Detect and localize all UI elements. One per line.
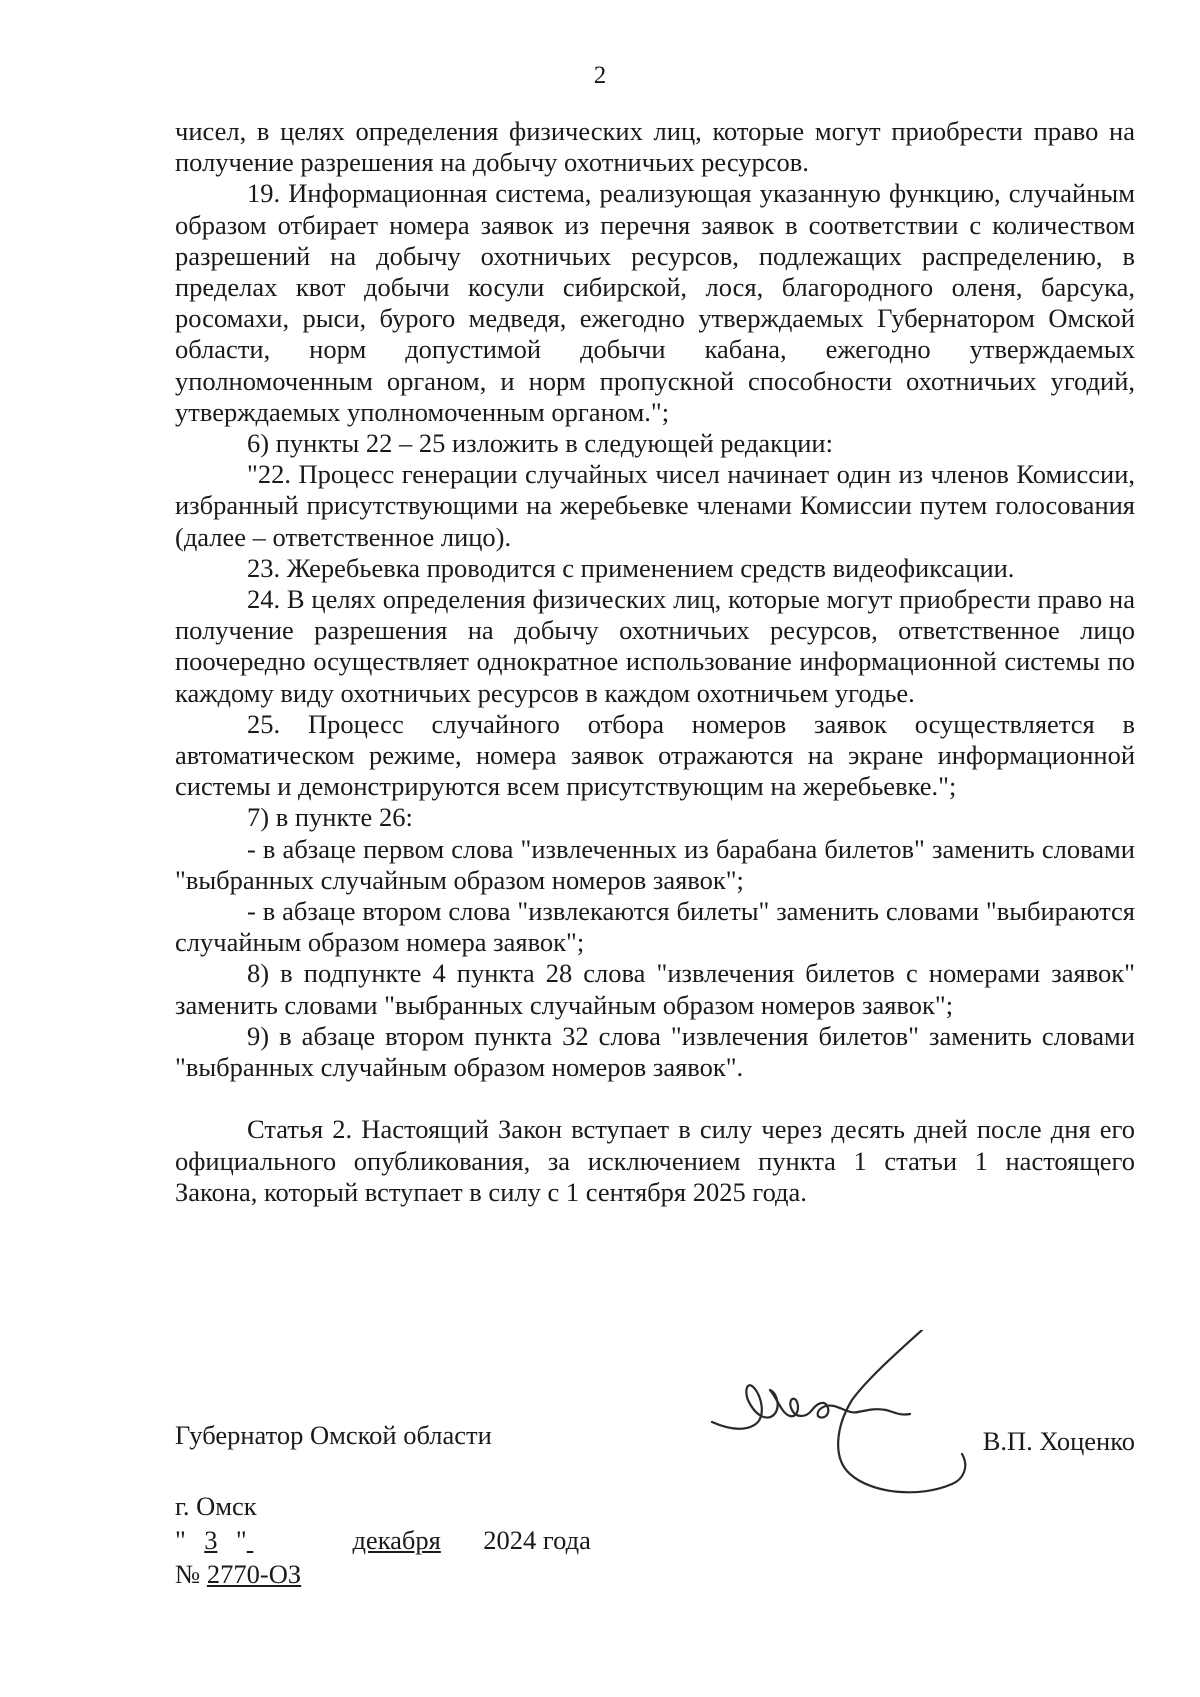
paragraph-item-25: 25. Процесс случайного отбора номеров заявок осуществляется в автоматическом режиме, номера заявок отражаются на экране информационной системы и демонстрируются всем присутствующим на жеребьевке."; <box>175 708 1135 802</box>
date-day-gap <box>247 1523 317 1557</box>
paragraph-amendment-7: 7) в пункте 26: <box>247 802 413 833</box>
date-month: декабря <box>352 1525 441 1555</box>
page-number: 2 <box>593 62 607 89</box>
date-day: 3 <box>204 1525 218 1555</box>
paragraph-amendment-8: 8) в подпункте 4 пункта 28 слова "извлечения билетов с номерами заявок" заменить словами "выбранных случайным образом номеров заявок"; <box>175 958 1135 1020</box>
governor-name: В.П. Хоценко <box>982 1426 1135 1456</box>
paragraph-item-23: 23. Жеребьевка проводится с применением средств видеофиксации. <box>247 552 1015 583</box>
date-year: 2024 года <box>483 1525 591 1555</box>
document-body <box>175 116 1135 1208</box>
city-line <box>175 1489 591 1523</box>
governor-title: Губернатор Омской области <box>175 1420 492 1450</box>
paragraph-item-24: 24. В целях определения физических лиц, которые могут приобрести право на получение разрешения на добычу охотничьих ресурсов, ответственное лицо поочередно осуществляет однократное использование информационной системы по каждому виду охотничьих ресурсов в каждом охотничьем угодье. <box>175 584 1135 708</box>
city: г. Омск <box>175 1491 257 1521</box>
date-line: " 3 " декабря 2024 года <box>175 1525 591 1555</box>
paragraph-amendment-6: 6) пункты 22 – 25 изложить в следующей редакции: <box>247 428 833 459</box>
law-number: 2770-ОЗ <box>206 1559 302 1589</box>
paragraph-amendment-7-second: - в абзаце втором слова "извлекаются билеты" заменить словами "выбираются случайным образом номера заявок"; <box>175 896 1135 958</box>
paragraph-continuation: чисел, в целях определения физических лиц, которые могут приобрести право на получение разрешения на добычу охотничьих ресурсов. <box>175 116 1135 178</box>
number-label: № <box>175 1559 201 1589</box>
signature-block <box>175 1420 1135 1480</box>
paragraph-amendment-7-first: - в абзаце первом слова "извлеченных из барабана билетов" заменить словами "выбранных случайным образом номеров заявок"; <box>175 833 1135 895</box>
number-line <box>175 1557 591 1591</box>
paragraph-item-19: 19. Информационная система, реализующая указанную функцию, случайным образом отбирает номера заявок из перечня заявок в соответствии с количеством разрешений на добычу охотничьих ресурсов, подлежащих распределению, в пределах квот добычи косули сибирской, лося, благородного оленя, барсука, росомахи, рыси, бурого медведя, ежегодно утверждаемых Губернатором Омской области, норм допустимой добычи кабана, ежегодно утверждаемых уполномоченным органом, и норм пропускной способности охотничьих угодий, утверждаемых уполномоченным органом."; <box>175 178 1135 427</box>
document-footer <box>175 1489 591 1591</box>
paragraph-item-22: "22. Процесс генерации случайных чисел начинает один из членов Комиссии, избранный присутствующими на жеребьевке членами Комиссии путем голосования (далее – ответственное лицо). <box>175 459 1135 552</box>
paragraph-amendment-9: 9) в абзаце втором пункта 32 слова "извлечения билетов" заменить словами "выбранных случайным образом номеров заявок". <box>175 1020 1135 1083</box>
paragraph-article-2: Статья 2. Настоящий Закон вступает в силу через десять дней после дня его официального опубликования, за исключением пункта 1 статьи 1 настоящего Закона, который вступает в силу с 1 сентября 2025 года. <box>175 1114 1135 1207</box>
